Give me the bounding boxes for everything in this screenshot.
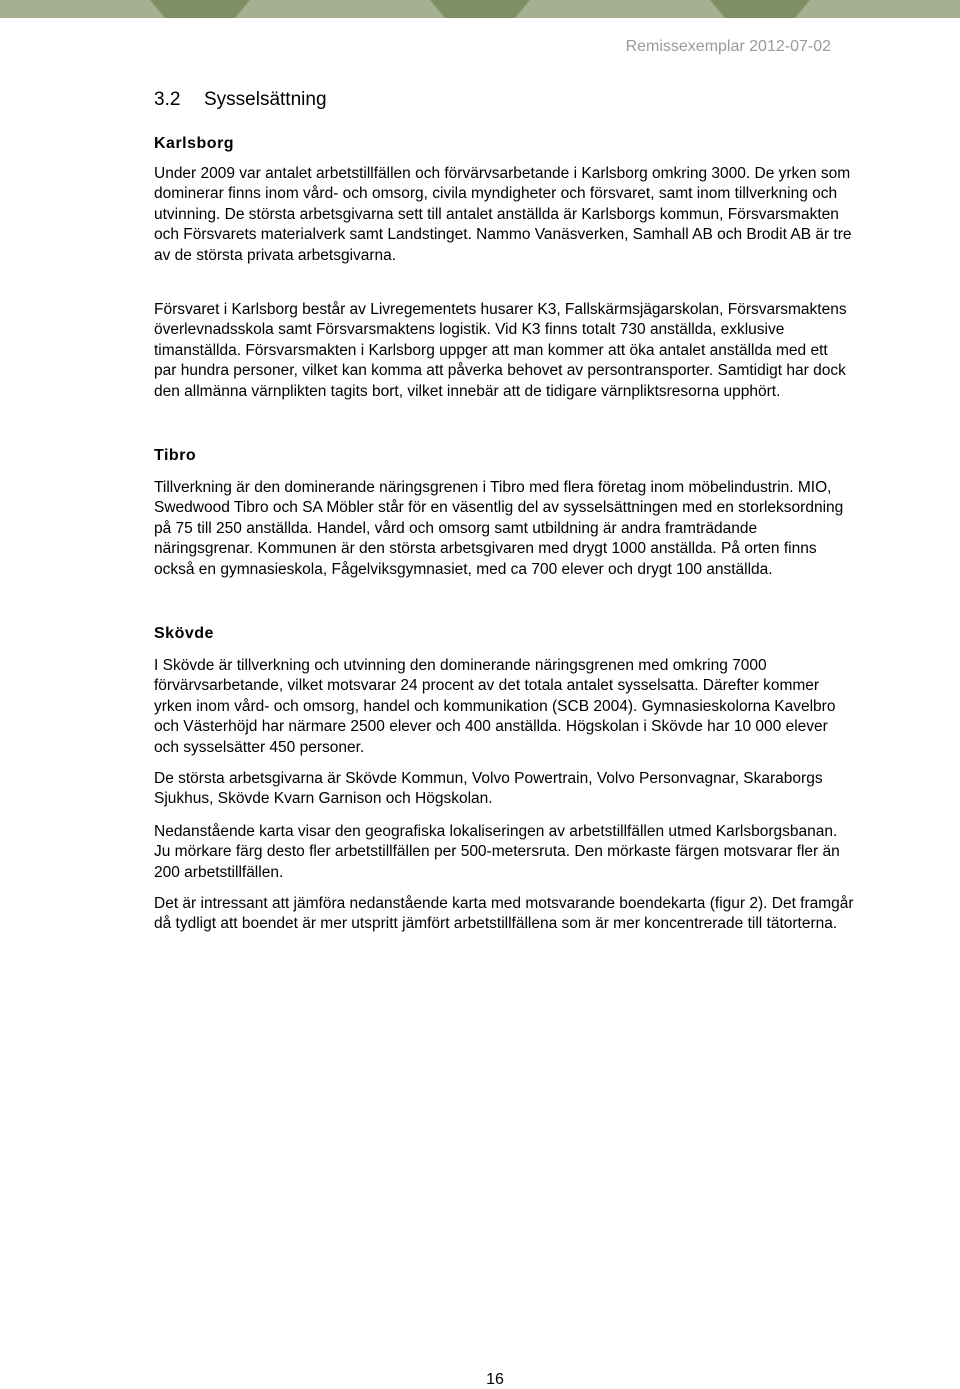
- karlsborg-paragraph-2: Försvaret i Karlsborg består av Livregementets husarer K3, Fallskärmsjägarskolan, Försvarsmaktens överlevnadsskola samt Försvarsmaktens logistik. Vid K3 finns totalt 730 anställda, exklusive timanställda. Försvarsmakten i Karlsborg uppger att man kommer att öka antalet anställda med ett par hundra personer, vilket kan komma att påverka behovet av persontransporter. Samtidigt har dock den allmänna värnplikten tagits bort, vilket innebär att de tidigare värnpliktsresorna upphört.: [154, 301, 847, 400]
- skovde-heading: Skövde: [154, 625, 214, 642]
- section-title-text: Sysselsättning: [204, 89, 327, 110]
- section-title: [154, 89, 327, 111]
- tibro-heading: Tibro: [154, 447, 197, 464]
- skovde-paragraph-4: Det är intressant att jämföra nedanstående karta med motsvarande boendekarta (figur 2). Det framgår då tydligt att boendet är mer utspritt jämfört arbetstillfällena som är mer koncentrerade till tätorterna.: [154, 895, 854, 933]
- skovde-paragraph-1: I Skövde är tillverkning och utvinning den dominerande näringsgrenen med omkring 7000 förvärvsarbetande, vilket motsvarar 24 procent av det totala antalet sysselsatta. Därefter kommer yrken inom vård- och omsorg, handel och kommunikation (SCB 2004). Gymnasieskolorna Kavelbro och Västerhöjd har närmare 2500 elever och 400 anställda. Högskolan i Skövde har 10 000 elever och sysselsätter 450 personer.: [154, 657, 836, 756]
- header-decorative-band: [0, 0, 960, 18]
- karlsborg-paragraph-1: Under 2009 var antalet arbetstillfällen och förvärvsarbetande i Karlsborg omkring 3000. De yrken som dominerar finns inom vård- och omsorg, civila myndigheter och försvaret, samt inom tillverkning och utvinning. De största arbetsgivarna sett till antalet anställda är Karlsborgs kommun, Försvarsmakten och Försvarets materialverk samt Landstinget. Nammo Vanäsverken, Samhall AB och Brodit AB är tre av de största privata arbetsgivarna.: [154, 165, 852, 264]
- karlsborg-heading: Karlsborg: [154, 135, 235, 152]
- section-number: 3.2: [154, 89, 181, 110]
- header-stamp: Remissexemplar 2012-07-02: [625, 38, 831, 55]
- skovde-paragraph-2: De största arbetsgivarna är Skövde Kommun, Volvo Powertrain, Volvo Personvagnar, Skaraborgs Sjukhus, Skövde Kvarn Garnison och Högskolan.: [154, 770, 823, 808]
- tibro-paragraph-1: Tillverkning är den dominerande näringsgrenen i Tibro med flera företag inom möbelindustrin. MIO, Swedwood Tibro och SA Möbler står för en väsentlig del av sysselsättningen med en storleksordning på 75 till 250 anställda. Handel, vård och omsorg samt utbildning är andra framträdande näringsgrenar. Kommunen är den största arbetsgivaren med drygt 1000 anställda. På orten finns också en gymnasieskola, Fågelviksgymnasiet, med ca 700 elever och drygt 100 anställda.: [154, 479, 844, 578]
- page-number: 16: [486, 1371, 504, 1388]
- skovde-paragraph-3: Nedanstående karta visar den geografiska lokaliseringen av arbetstillfällen utmed Karlsborgsbanan. Ju mörkare färg desto fler arbetstillfällen per 500-metersruta. Den mörkaste färgen motsvarar fler än 200 arbetstillfällen.: [154, 823, 840, 881]
